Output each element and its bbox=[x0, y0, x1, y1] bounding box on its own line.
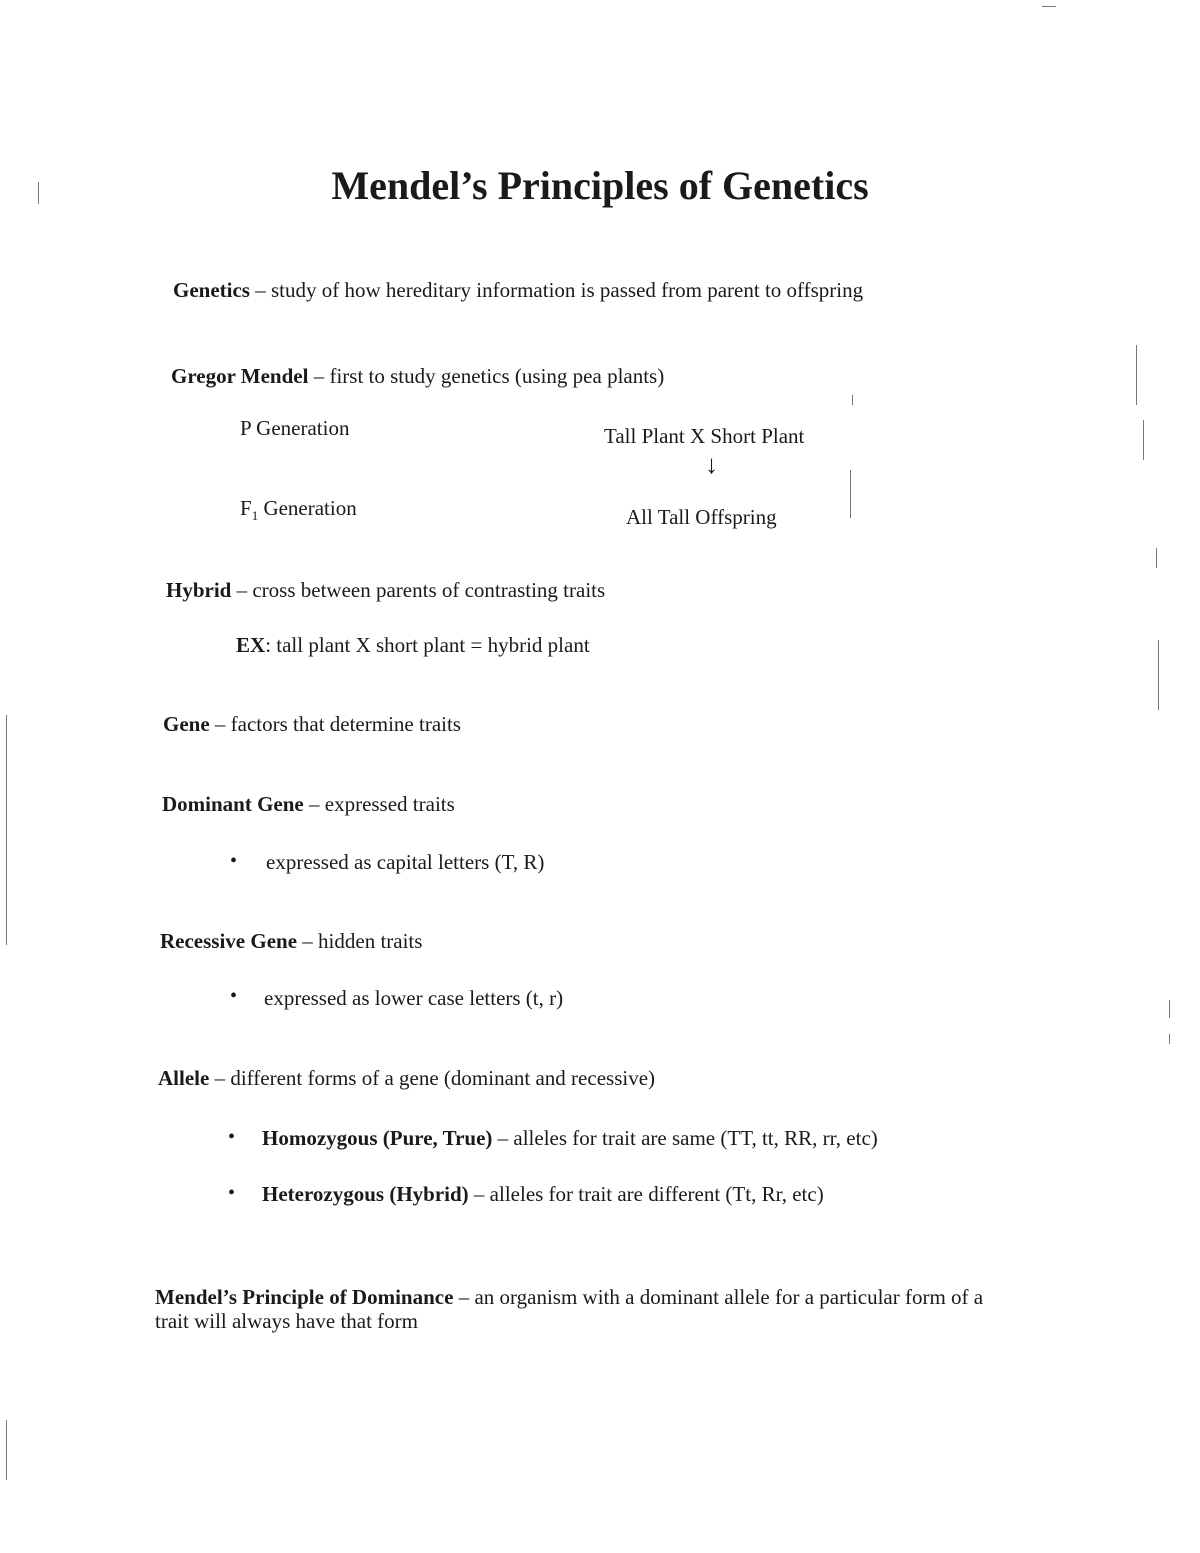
definition-text: factors that determine traits bbox=[230, 712, 461, 736]
separator: – bbox=[492, 1126, 514, 1150]
separator: – bbox=[249, 278, 271, 302]
bullet-icon: • bbox=[228, 1126, 236, 1148]
hybrid-example bbox=[236, 633, 590, 658]
separator: – bbox=[468, 1182, 490, 1206]
p-generation-label: P Generation bbox=[240, 416, 350, 440]
term-hybrid: Hybrid bbox=[166, 578, 232, 602]
term-gregor-mendel: Gregor Mendel bbox=[171, 364, 309, 388]
definition-genetics bbox=[173, 278, 863, 303]
separator: – bbox=[308, 364, 330, 388]
bullet-icon: • bbox=[228, 1182, 236, 1204]
dominant-bullet-text: expressed as capital letters (T, R) bbox=[266, 850, 545, 874]
example-label: EX bbox=[236, 633, 266, 657]
f1-suffix: Generation bbox=[258, 496, 357, 520]
separator: – bbox=[453, 1285, 475, 1309]
definition-dominant-gene bbox=[162, 792, 455, 817]
separator: – bbox=[209, 1066, 231, 1090]
example-text: tall plant X short plant = hybrid plant bbox=[276, 633, 590, 657]
f1-generation-label bbox=[240, 496, 357, 524]
down-arrow-icon: ↓ bbox=[705, 450, 718, 479]
bullet-icon: • bbox=[230, 850, 238, 872]
page-title: Mendel’s Principles of Genetics bbox=[331, 163, 869, 208]
definition-text: alleles for trait are different (Tt, Rr, etc) bbox=[489, 1182, 824, 1206]
allele-homozygous bbox=[262, 1126, 878, 1151]
definition-text: study of how hereditary information is passed from parent to offspring bbox=[270, 278, 864, 302]
definition-text: first to study genetics (using pea plants) bbox=[329, 364, 665, 388]
term-homozygous: Homozygous (Pure, True) bbox=[262, 1126, 493, 1150]
term-heterozygous: Heterozygous (Hybrid) bbox=[262, 1182, 469, 1206]
definition-recessive-gene bbox=[160, 929, 422, 954]
definition-hybrid bbox=[166, 578, 605, 603]
bullet-icon: • bbox=[230, 985, 238, 1007]
definition-text: different forms of a gene (dominant and recessive) bbox=[230, 1066, 656, 1090]
term-gene: Gene bbox=[163, 712, 210, 736]
separator: – bbox=[297, 929, 319, 953]
recessive-bullet-text: expressed as lower case letters (t, r) bbox=[264, 986, 564, 1010]
definition-gene bbox=[163, 712, 461, 737]
definition-text: alleles for trait are same (TT, tt, RR, rr, etc) bbox=[513, 1126, 878, 1150]
definition-allele bbox=[158, 1066, 655, 1091]
separator: – bbox=[231, 578, 253, 602]
separator: – bbox=[303, 792, 325, 816]
separator: : bbox=[265, 633, 277, 657]
term-genetics: Genetics bbox=[173, 278, 250, 302]
definition-text: an organism with a dominant allele for a particular form of a trait will always have that form bbox=[155, 1285, 984, 1333]
term-dominant-gene: Dominant Gene bbox=[162, 792, 304, 816]
definition-text: cross between parents of contrasting traits bbox=[252, 578, 606, 602]
f1-generation-result: All Tall Offspring bbox=[626, 505, 777, 529]
definition-text: expressed traits bbox=[324, 792, 455, 816]
definition-text: hidden traits bbox=[318, 929, 423, 953]
f1-prefix: F bbox=[240, 496, 252, 520]
term-allele: Allele bbox=[158, 1066, 210, 1090]
allele-heterozygous bbox=[262, 1182, 824, 1207]
term-recessive-gene: Recessive Gene bbox=[160, 929, 298, 953]
separator: – bbox=[209, 712, 231, 736]
f1-subscript: 1 bbox=[251, 508, 259, 524]
term-principle-of-dominance: Mendel’s Principle of Dominance bbox=[155, 1285, 454, 1309]
definition-gregor-mendel bbox=[171, 364, 664, 389]
p-generation-cross: Tall Plant X Short Plant bbox=[604, 424, 805, 448]
definition-principle-of-dominance bbox=[155, 1285, 1015, 1333]
